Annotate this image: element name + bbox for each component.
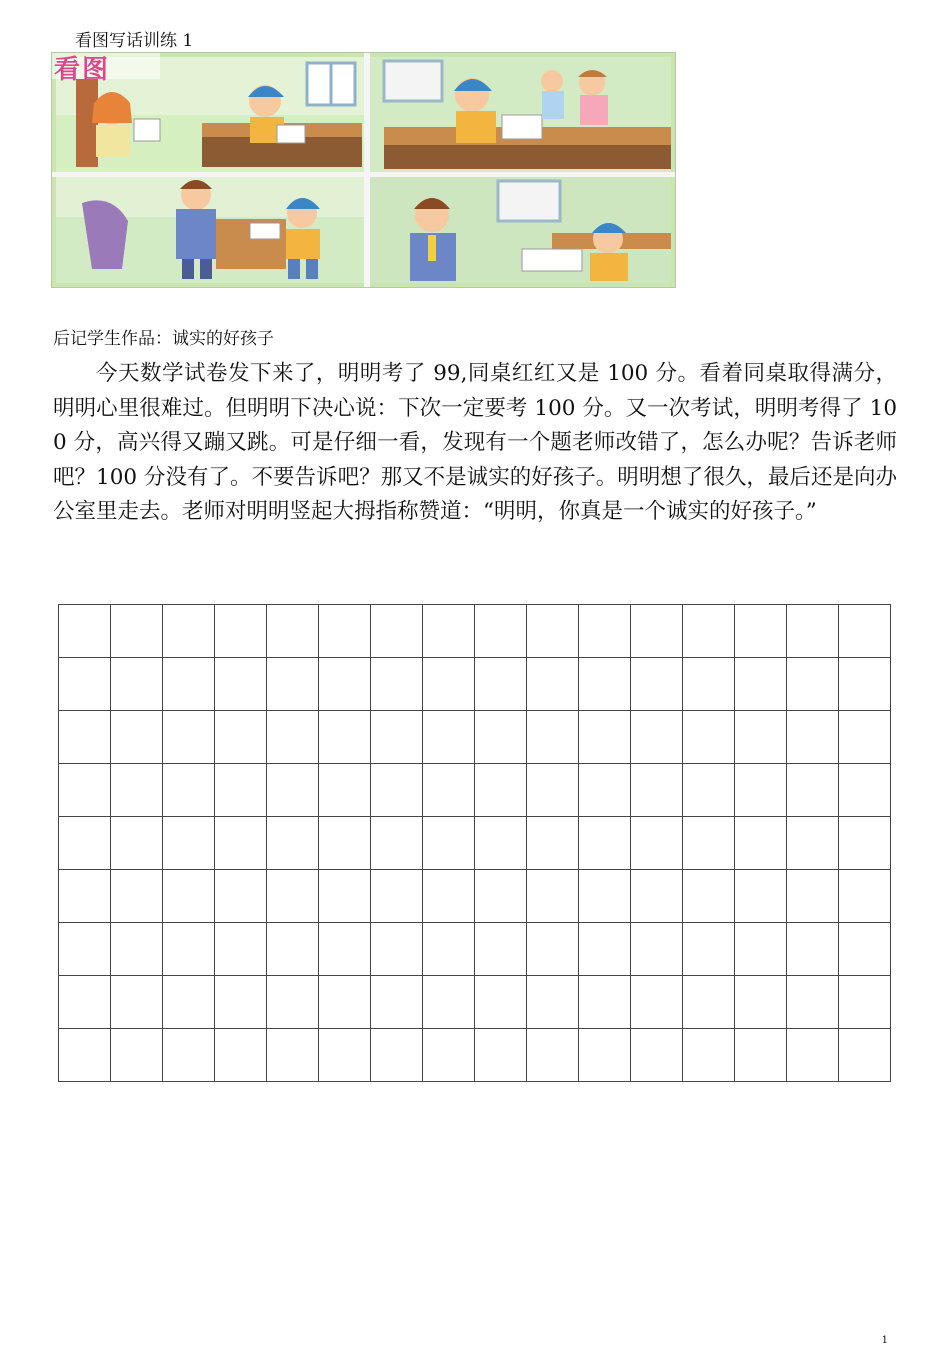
grid-cell [319, 817, 371, 870]
grid-cell [683, 817, 735, 870]
grid-cell [215, 870, 267, 923]
grid-cell [319, 976, 371, 1029]
grid-cell [319, 658, 371, 711]
grid-cell [423, 923, 475, 976]
grid-cell [839, 1029, 891, 1082]
grid-cell [787, 658, 839, 711]
grid-cell [631, 976, 683, 1029]
grid-cell [111, 711, 163, 764]
grid-cell [631, 711, 683, 764]
grid-cell [683, 605, 735, 658]
grid-cell [163, 711, 215, 764]
grid-cell [475, 976, 527, 1029]
grid-cell [631, 764, 683, 817]
grid-cell [111, 817, 163, 870]
grid-cell [163, 923, 215, 976]
grid-cell [59, 1029, 111, 1082]
grid-cell [111, 658, 163, 711]
essay-subtitle: 后记学生作品：诚实的好孩子 [53, 329, 274, 349]
grid-cell [579, 658, 631, 711]
grid-cell [527, 764, 579, 817]
grid-cell [111, 923, 163, 976]
grid-cell [423, 976, 475, 1029]
grid-cell [215, 817, 267, 870]
essay-body: 今天数学试卷发下来了，明明考了 99,同桌红红又是 100 分。看着同桌取得满分，明明心里很难过。但明明下决心说：下次一定要考 100 分。又一次考试，明明考得了 100 分，高兴得又蹦又跳。可是仔细一看，发现有一个题老师改错了，怎么办呢？告诉老师吧？100 分没有了。不要告诉吧？那又不是诚实的好孩子。明明想了很久，最后还是向办公室里走去。老师对明明竖起大拇指称赞道：“明明，你真是一个诚实的好孩子。” [53, 361, 898, 524]
grid-cell [787, 870, 839, 923]
grid-cell [579, 605, 631, 658]
grid-cell [423, 605, 475, 658]
grid-cell [267, 605, 319, 658]
grid-cell [423, 764, 475, 817]
grid-cell [59, 605, 111, 658]
grid-cell [267, 817, 319, 870]
grid-cell [423, 711, 475, 764]
grid-cell [527, 923, 579, 976]
grid-cell [423, 870, 475, 923]
grid-cell [215, 764, 267, 817]
grid-cell [319, 870, 371, 923]
grid-cell [111, 870, 163, 923]
grid-cell [735, 817, 787, 870]
grid-cell [163, 658, 215, 711]
grid-cell [787, 605, 839, 658]
grid-cell [579, 817, 631, 870]
grid-cell [319, 711, 371, 764]
grid-cell [735, 605, 787, 658]
grid-cell [527, 976, 579, 1029]
grid-cell [683, 658, 735, 711]
grid-cell [371, 764, 423, 817]
grid-cell [267, 1029, 319, 1082]
grid-cell [267, 711, 319, 764]
writing-grid [58, 604, 891, 1082]
grid-cell [683, 870, 735, 923]
grid-cell [631, 923, 683, 976]
grid-cell [527, 1029, 579, 1082]
grid-cell [787, 711, 839, 764]
grid-cell [735, 923, 787, 976]
grid-cell [215, 658, 267, 711]
grid-cell [839, 764, 891, 817]
grid-cell [735, 711, 787, 764]
grid-cell [839, 711, 891, 764]
grid-cell [579, 976, 631, 1029]
grid-cell [319, 605, 371, 658]
grid-cell [683, 923, 735, 976]
grid-cell [475, 764, 527, 817]
grid-cell [215, 976, 267, 1029]
grid-cell [475, 923, 527, 976]
grid-cell [267, 658, 319, 711]
grid-cell [839, 870, 891, 923]
grid-cell [319, 764, 371, 817]
grid-cell [215, 1029, 267, 1082]
grid-cell [527, 870, 579, 923]
grid-cell [59, 870, 111, 923]
page-number: 1 [881, 1335, 888, 1346]
grid-cell [527, 605, 579, 658]
grid-cell [475, 1029, 527, 1082]
grid-cell [267, 764, 319, 817]
grid-cell [371, 605, 423, 658]
grid-cell [527, 817, 579, 870]
grid-cell [631, 1029, 683, 1082]
grid-cell [163, 870, 215, 923]
grid-cell [371, 658, 423, 711]
grid-cell [839, 817, 891, 870]
grid-cell [267, 976, 319, 1029]
grid-cell [735, 976, 787, 1029]
grid-cell [371, 976, 423, 1029]
comic-badge: 看图 [54, 55, 111, 85]
grid-cell [111, 976, 163, 1029]
grid-cell [423, 1029, 475, 1082]
grid-cell [111, 764, 163, 817]
grid-cell [839, 976, 891, 1029]
grid-cell [787, 1029, 839, 1082]
grid-cell [839, 658, 891, 711]
grid-cell [215, 711, 267, 764]
grid-cell [319, 1029, 371, 1082]
grid-cell [59, 764, 111, 817]
grid-cell [787, 976, 839, 1029]
grid-cell [163, 605, 215, 658]
grid-cell [839, 923, 891, 976]
grid-cell [319, 923, 371, 976]
grid-cell [683, 764, 735, 817]
grid-cell [111, 1029, 163, 1082]
grid-cell [475, 711, 527, 764]
grid-cell [475, 605, 527, 658]
grid-cell [631, 605, 683, 658]
grid-cell [423, 658, 475, 711]
grid-cell [683, 711, 735, 764]
grid-cell [371, 711, 423, 764]
grid-cell [579, 923, 631, 976]
comic-illustration [51, 52, 676, 288]
grid-cell [267, 923, 319, 976]
grid-cell [475, 658, 527, 711]
grid-cell [579, 711, 631, 764]
grid-cell [475, 870, 527, 923]
grid-cell [163, 817, 215, 870]
grid-cell [787, 817, 839, 870]
grid-cell [579, 764, 631, 817]
grid-cell [475, 817, 527, 870]
grid-cell [59, 711, 111, 764]
grid-cell [163, 764, 215, 817]
grid-cell [423, 817, 475, 870]
grid-cell [215, 923, 267, 976]
grid-cell [59, 658, 111, 711]
grid-cell [527, 658, 579, 711]
comic-panel-3 [56, 177, 364, 283]
grid-cell [267, 870, 319, 923]
grid-cell [59, 976, 111, 1029]
grid-cell [163, 1029, 215, 1082]
grid-cell [735, 764, 787, 817]
grid-cell [735, 658, 787, 711]
grid-cell [59, 923, 111, 976]
grid-cell [371, 817, 423, 870]
grid-cell [371, 1029, 423, 1082]
grid-cell [631, 817, 683, 870]
grid-cell [215, 605, 267, 658]
grid-cell [527, 711, 579, 764]
comic-panel-4 [370, 177, 671, 283]
grid-cell [631, 658, 683, 711]
grid-cell [683, 1029, 735, 1082]
grid-cell [735, 870, 787, 923]
grid-cell [787, 923, 839, 976]
grid-cell [579, 1029, 631, 1082]
grid-cell [371, 870, 423, 923]
grid-cell [371, 923, 423, 976]
comic-panel-2 [370, 57, 671, 172]
grid-cell [579, 870, 631, 923]
grid-cell [787, 764, 839, 817]
grid-cell [163, 976, 215, 1029]
grid-cell [59, 817, 111, 870]
grid-cell [683, 976, 735, 1029]
grid-cell [839, 605, 891, 658]
grid-cell [631, 870, 683, 923]
worksheet-title: 看图写话训练 1 [75, 31, 194, 51]
grid-cell [111, 605, 163, 658]
grid-cell [735, 1029, 787, 1082]
